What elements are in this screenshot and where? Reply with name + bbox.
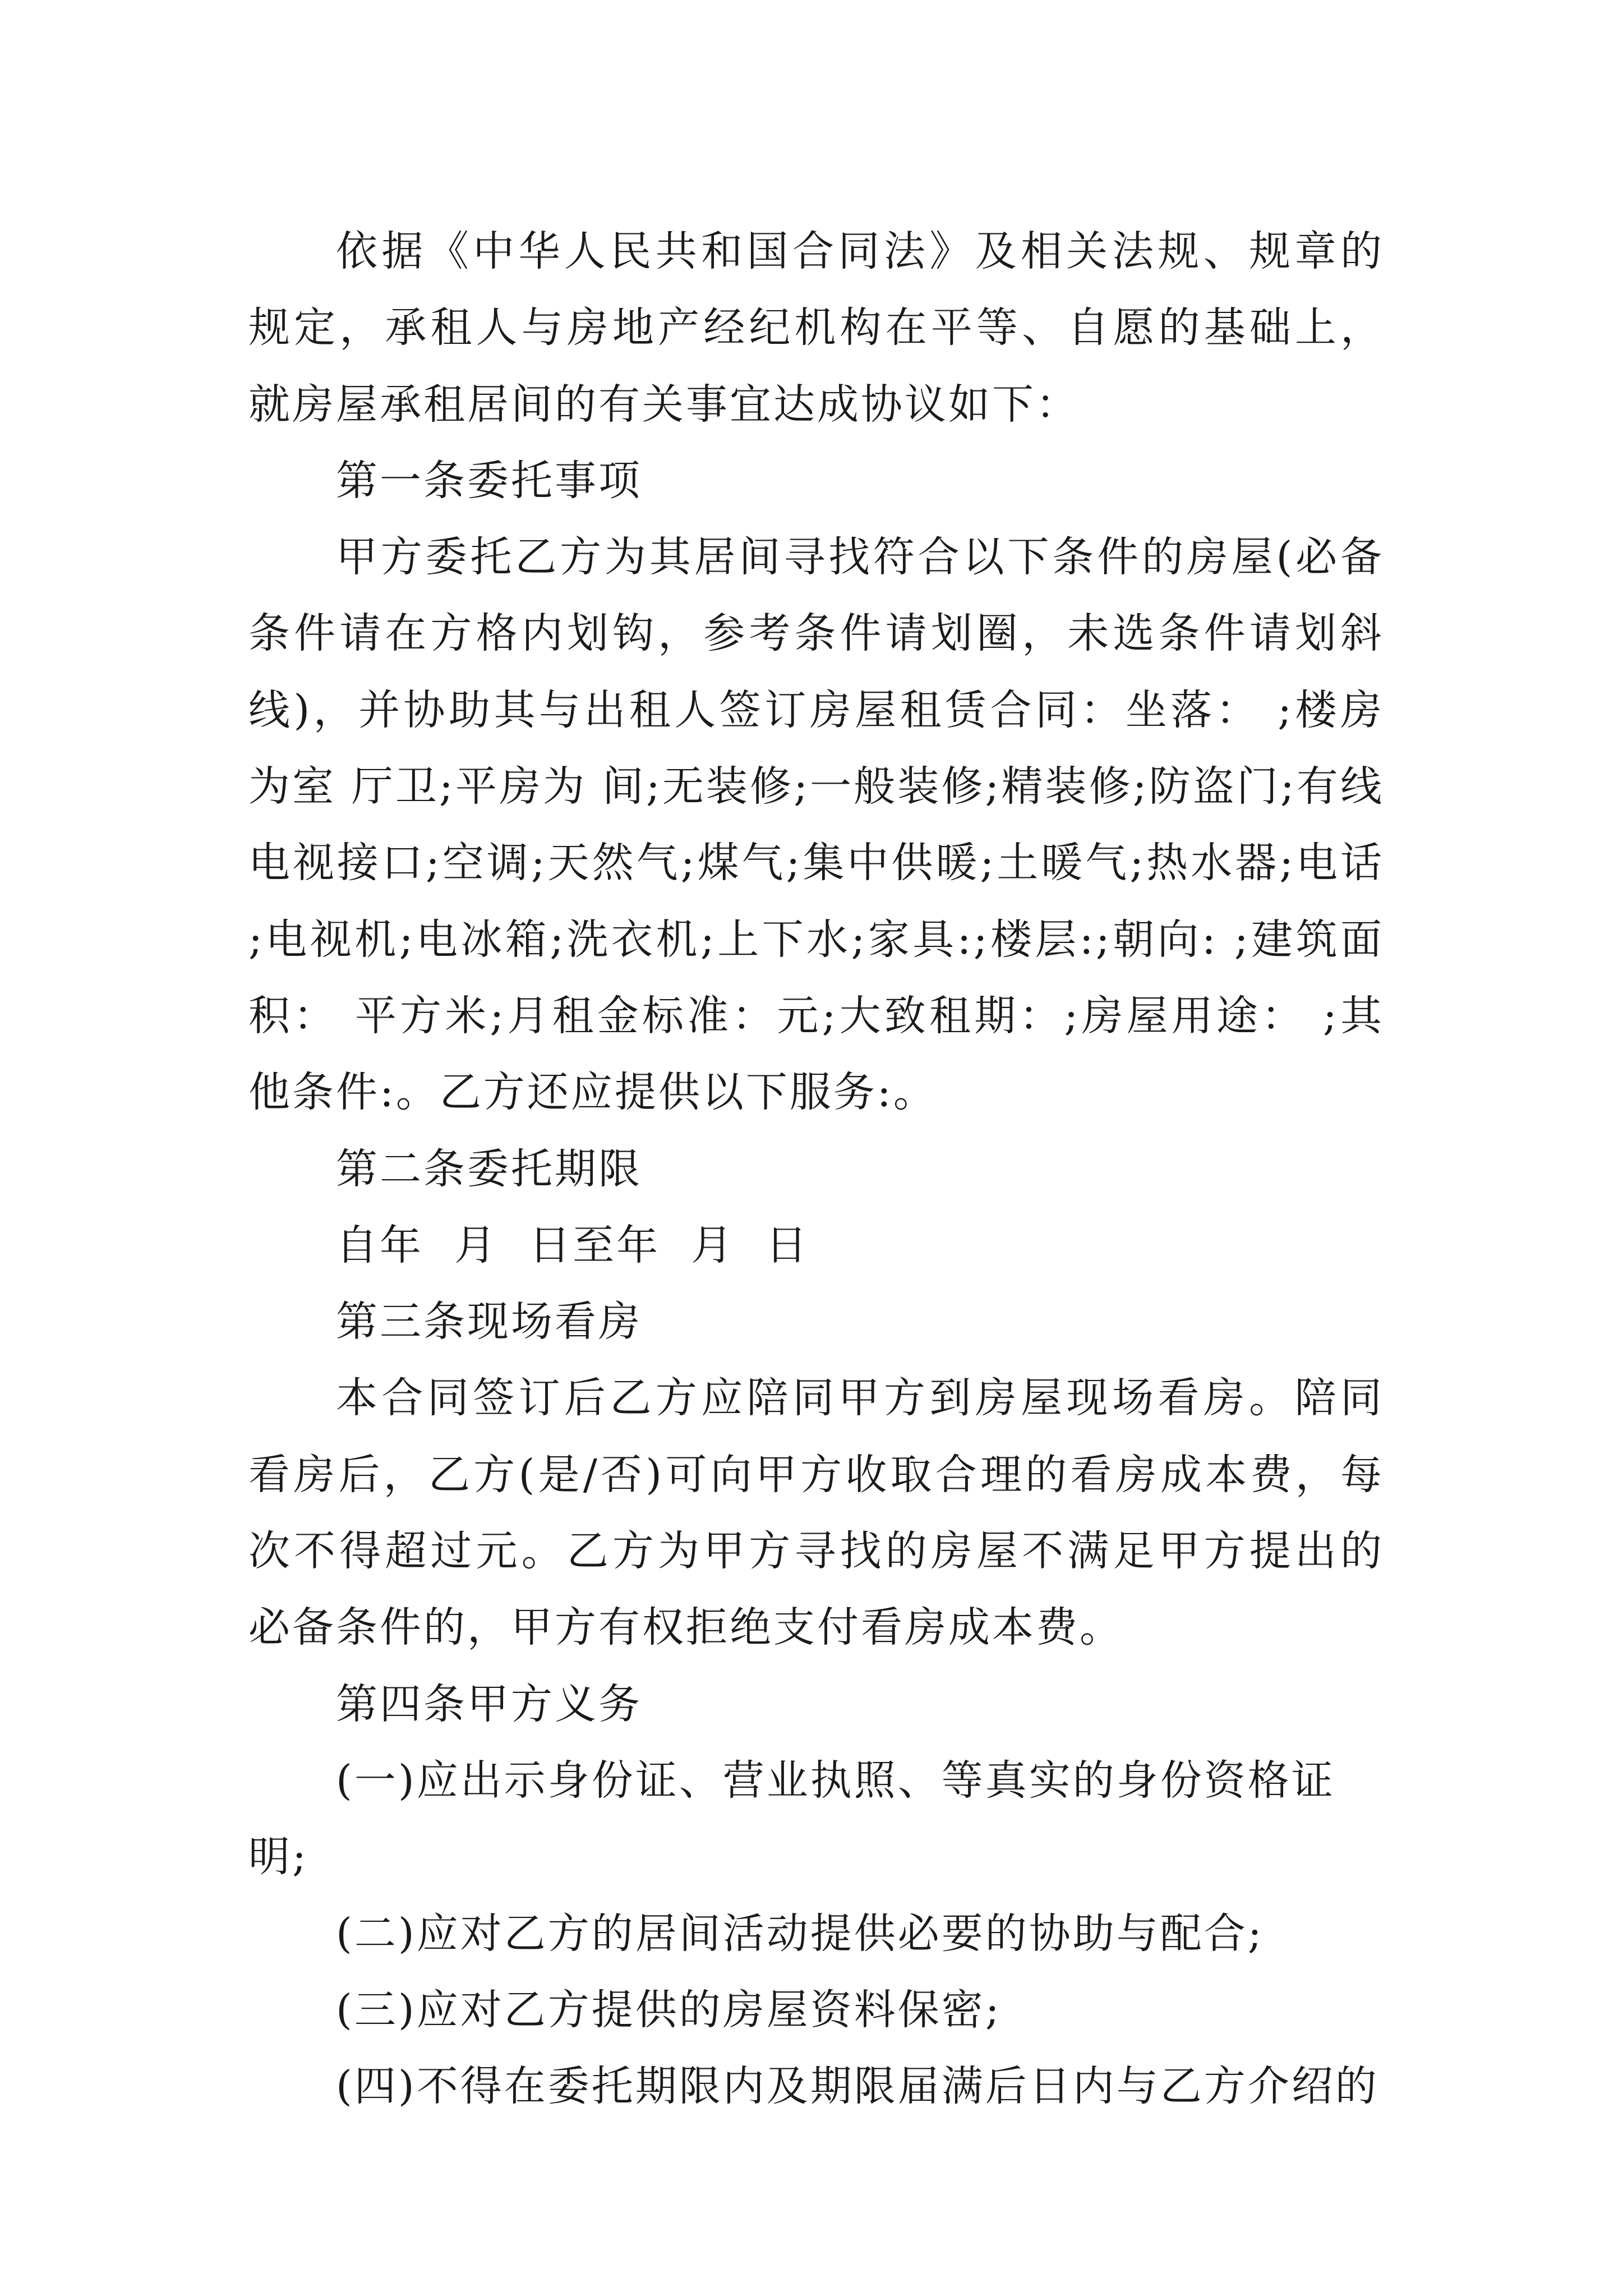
- article-1-paragraph: 甲方委托乙方为其居间寻找符合以下条件的房屋(必备条件请在方格内划钩，参考条件请划圈，未选条件请划斜线)，并协助其与出租人签订房屋租赁合同：坐落： ;楼房为室 厅卫;平房为 间;无装修;一般装修;精装修;防盗门;有线电视接口;空调;天然气;煤气;集中供暖;土暖气;热水器;电话;电视机;电冰箱;洗衣机;上下水;家具:;楼层:;朝向: ;建筑面积： 平方米;月租金标准：元;大致租期：;房屋用途： ;其他条件:。乙方还应提供以下服务:。: [248, 533, 1384, 1117]
- article-3-title: 第三条现场看房: [336, 1297, 642, 1346]
- article-4-item-3: (三)应对乙方提供的房屋资料保密;: [336, 1985, 1002, 2034]
- article-1-title: 第一条委托事项: [336, 456, 642, 505]
- intro-paragraph: 依据《中华人民共和国合同法》及相关法规、规章的规定，承租人与房地产经纪机构在平等、自愿的基础上，就房屋承租居间的有关事宜达成协议如下：: [248, 227, 1384, 429]
- article-4-item-4: (四)不得在委托期限内及期限届满后日内与乙方介绍的: [336, 2062, 1379, 2111]
- article-2-paragraph: 自年 月 日至年 月 日: [336, 1221, 810, 1269]
- article-4-title: 第四条甲方义务: [336, 1680, 642, 1728]
- article-4-item-1: (一)应出示身份证、营业执照、等真实的身份资格证明;: [248, 1756, 1335, 1881]
- article-3-paragraph: 本合同签订后乙方应陪同甲方到房屋现场看房。陪同看房后，乙方(是/否)可向甲方收取合理的看房成本费，每次不得超过元。乙方为甲方寻找的房屋不满足甲方提出的必备条件的，甲方有权拒绝支付看房成本费。: [248, 1374, 1384, 1652]
- article-4-item-2: (二)应对乙方的居间活动提供必要的协助与配合;: [336, 1909, 1264, 1958]
- article-2-title: 第二条委托期限: [336, 1144, 642, 1193]
- document-body: [248, 213, 1384, 2124]
